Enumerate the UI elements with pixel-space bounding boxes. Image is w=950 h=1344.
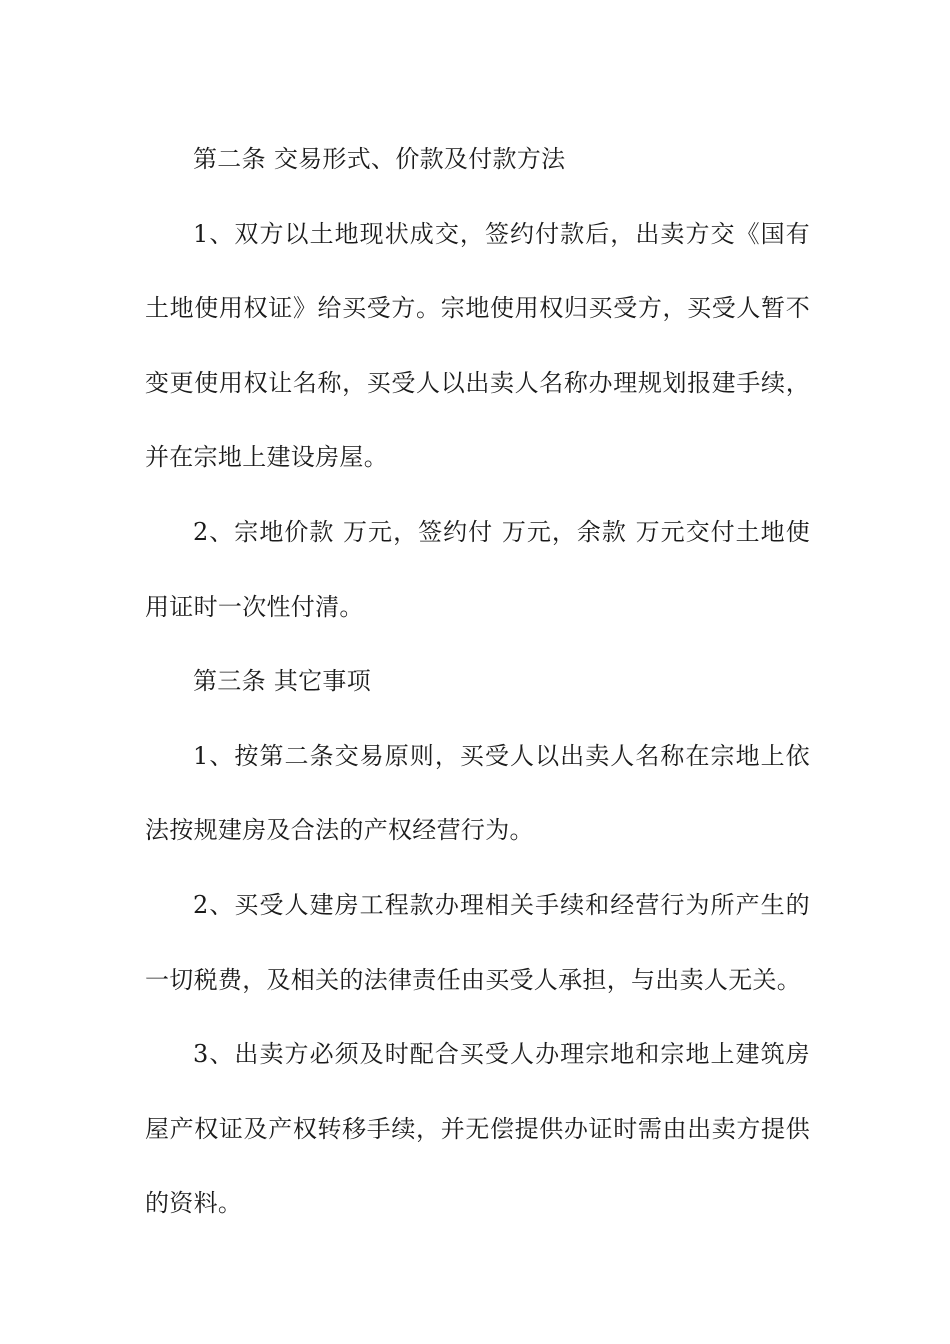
article-2-clause-1: 1、双方以土地现状成交，签约付款后，出卖方交《国有土地使用权证》给买受方。宗地使用权归买受方，买受人暂不变更使用权让名称，买受人以出卖人名称办理规划报建手续，并在宗地上建设房屋。 (145, 219, 810, 472)
article-3-clause-1: 1、按第二条交易原则，买受人以出卖人名称在宗地上依法按规建房及合法的产权经营行为。 (145, 741, 810, 845)
article-2-heading: 第二条 交易形式、价款及付款方法 (193, 145, 566, 173)
article-3-heading: 第三条 其它事项 (193, 667, 372, 696)
article-3-clause-2: 2、买受人建房工程款办理相关手续和经营行为所产生的一切税费，及相关的法律责任由买受人承担，与出卖人无关。 (145, 890, 810, 994)
document-body (145, 122, 810, 1241)
article-2-clause-2: 2、宗地价款 万元，签约付 万元，余款 万元交付土地使用证时一次性付清。 (145, 517, 810, 621)
article-3-clause-3: 3、出卖方必须及时配合买受人办理宗地和宗地上建筑房屋产权证及产权转移手续，并无偿提供办证时需由出卖方提供的资料。 (145, 1040, 810, 1218)
